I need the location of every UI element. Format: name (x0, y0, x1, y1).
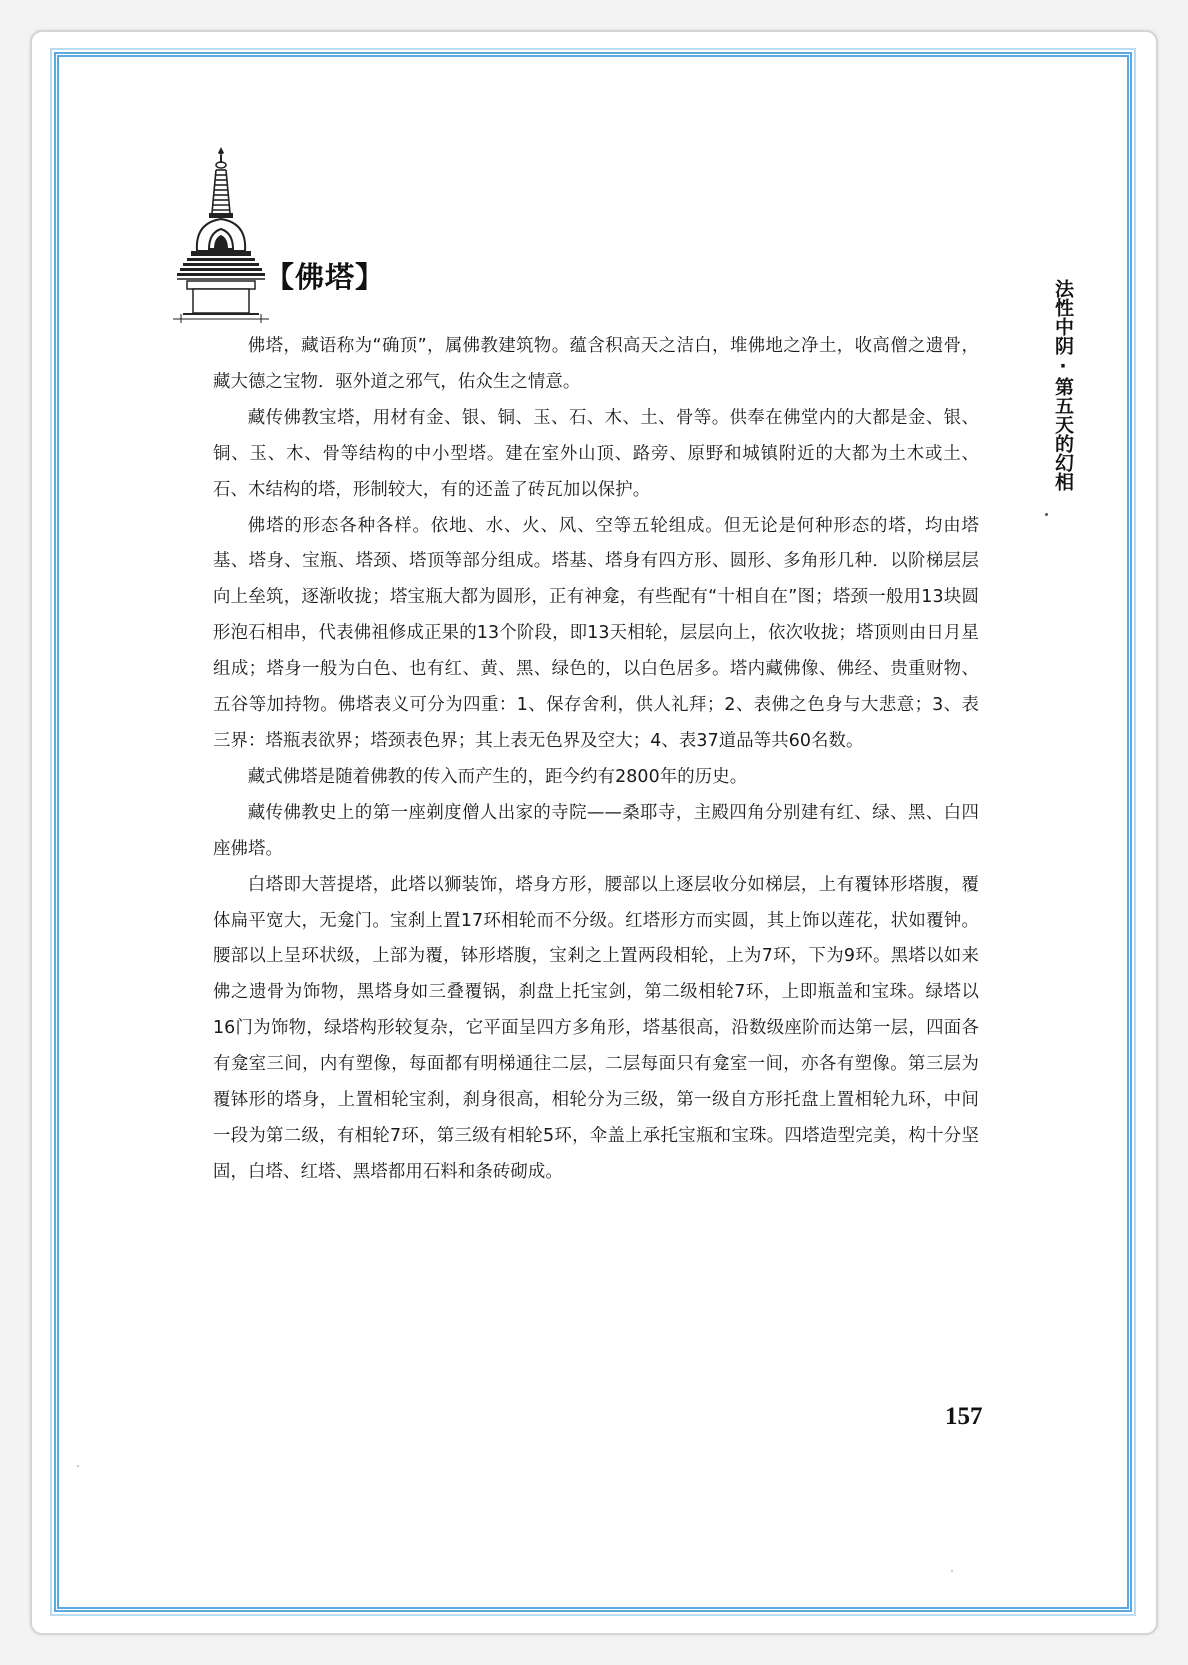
paragraph: 白塔即大菩提塔，此塔以狮装饰，塔身方形，腰部以上逐层收分如梯层，上有覆钵形塔腹，覆体扁平宽大，无龛门。宝刹上置17环相轮而不分级。红塔形方而实圆，其上饰以莲花，状如覆钟。腰部以上呈环状级，上部为覆，钵形塔腹，宝剎之上置两段相轮，上为7环，下为9环。黑塔以如来佛之遗骨为饰物，黑塔身如三叠覆锅，刹盘上托宝剑，第二级相轮7环，上即瓶盖和宝珠。绿塔以16门为饰物，绿塔构形较复杂，它平面呈四方多角形，塔基很高，沿数级座阶而达第一层，四面各有龛室三间，内有塑像，每面都有明梯通往二层，二层每面只有龛室一间，亦各有塑像。第三层为覆钵形的塔身，上置相轮宝刹，刹身很高，相轮分为三级，第一级自方形托盘上置相轮九环，中间一段为第二级，有相轮7环，第三级有相轮5环，伞盖上承托宝瓶和宝珠。四塔造型完美，构十分坚固，白塔、红塔、黑塔都用石料和条砖砌成。 (213, 874, 979, 1182)
paragraph: 藏传佛教宝塔，用材有金、银、铜、玉、石、木、土、骨等。供奉在佛堂内的大都是金、银、铜、玉、木、骨等结构的中小型塔。建在室外山顶、路旁、原野和城镇附近的大都为土木或土、石、木结构的塔，形制较大，有的还盖了砖瓦加以保护。 (213, 407, 979, 500)
paragraph: 佛塔的形态各种各样。依地、水、火、风、空等五轮组成。但无论是何种形态的塔，均由塔基、塔身、宝瓶、塔颈、塔顶等部分组成。塔基、塔身有四方形、圆形、多角形几种．以阶梯层层向上垒筑，逐渐收拢；塔宝瓶大都为圆形，正有神龛，有些配有“十相自在”图；塔颈一般用13块圆形泡石相串，代表佛祖修成正果的13个阶段，即13天相轮，层层向上，依次收拢；塔顶则由日月星组成；塔身一般为白色、也有红、黄、黑、绿色的，以白色居多。塔内藏佛像、佛经、贵重财物、五谷等加持物。佛塔表义可分为四重：1、保存舍利，供人礼拜；2、表佛之色身与大悲意；3、表三界：塔瓶表欲界；塔颈表色界；其上表无色界及空大；4、表37道品等共60名数。 (213, 515, 979, 751)
body-text (213, 329, 979, 1191)
scan-speck (77, 1465, 79, 1467)
section-title: 【佛塔】 (265, 260, 386, 294)
paragraph: 藏传佛教史上的第一座剃度僧人出家的寺院——桑耶寺，主殿四角分别建有红、绿、黑、白四座佛塔。 (213, 802, 979, 859)
book-page (54, 52, 1132, 1612)
stupa-icon (173, 145, 269, 323)
side-title-dot (1045, 513, 1048, 516)
page-number: 157 (945, 1403, 983, 1430)
paragraph: 佛塔，藏语称为“确顶”，属佛教建筑物。蕴含积高天之洁白，堆佛地之净土，收高僧之遗骨，藏大德之宝物．驱外道之邪气，佑众生之情意。 (213, 336, 979, 392)
paragraph: 藏式佛塔是随着佛教的传入而产生的，距今约有2800年的历史。 (247, 766, 748, 787)
chapter-side-title: 法性中阴·第五天的幻相 (1052, 279, 1074, 491)
scan-speck (951, 1570, 953, 1572)
